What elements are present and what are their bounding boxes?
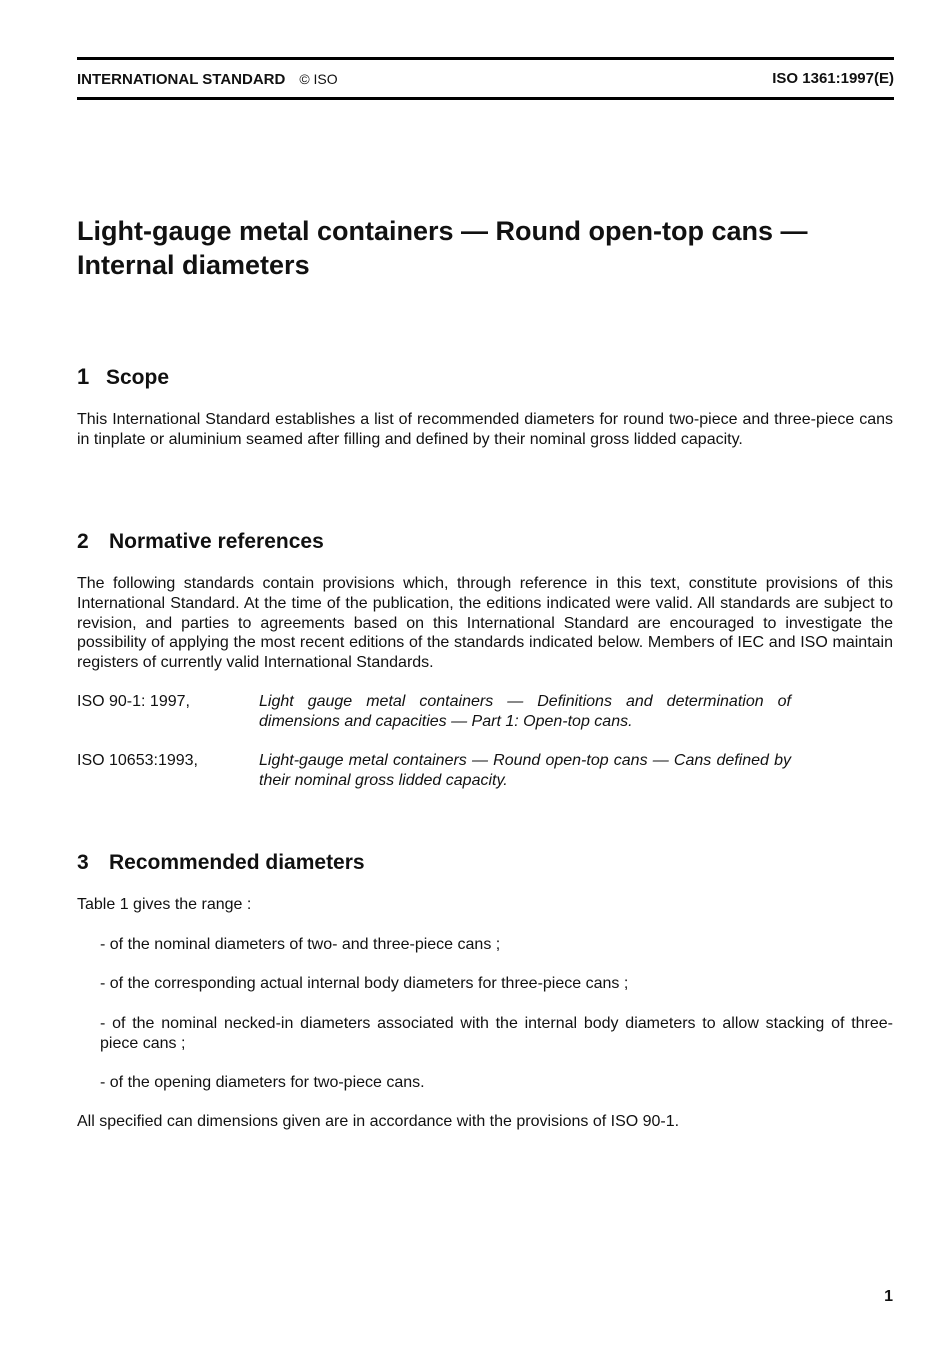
reference-title: Light gauge metal containers — Definitions and determination of dimensions and capacities — Part 1: Open-top cans. [259, 693, 791, 730]
standard-label: INTERNATIONAL STANDARD [77, 71, 286, 88]
section-heading-normative-references [77, 529, 324, 555]
reference-id: ISO 90-1: 1997, [77, 693, 190, 710]
closing-statement: All specified can dimensions given are in accordance with the provisions of ISO 90-1. [77, 1113, 680, 1130]
section-title: Recommended diameters [109, 851, 365, 874]
title-line-1: Light-gauge metal containers — Round open-top cans — [77, 216, 808, 246]
section-number: 3 [77, 851, 89, 874]
normative-references-paragraph: The following standards contain provisions which, through reference in this text, constitute provisions of this International Standard. At the time of the publication, the editions indicated were valid. All standards are subject to revision, and parties to agreements based on this International Standard are encouraged to investigate the possibility of applying the most recent editions of the standards indicated below. Members of IEC and ISO maintain registers of currently valid International Standards. [77, 575, 893, 672]
section-number: 2 [77, 530, 89, 553]
list-item: - of the nominal diameters of two- and three-piece cans ; [100, 936, 501, 953]
scope-paragraph: This International Standard establishes a list of recommended diameters for round two-piece and three-piece cans in tinplate or aluminium seamed after filling and defined by their nominal gross lidded capacity. [77, 411, 893, 448]
page-header [77, 70, 894, 88]
page-number: 1 [884, 1288, 893, 1305]
title-line-2: Internal diameters [77, 250, 310, 280]
header-bottom-rule [77, 97, 894, 100]
reference-id: ISO 10653:1993, [77, 752, 198, 769]
section-heading-scope [77, 364, 169, 391]
copyright-notice: © ISO [299, 71, 338, 87]
document-number: ISO 1361:1997(E) [772, 70, 894, 87]
section-number: 1 [77, 364, 90, 389]
section-title: Scope [106, 366, 170, 389]
header-top-rule [77, 57, 894, 60]
section-heading-recommended-diameters [77, 850, 365, 876]
section-title: Normative references [109, 530, 324, 553]
recommended-intro: Table 1 gives the range : [77, 896, 252, 913]
list-item: - of the nominal necked-in diameters associated with the internal body diameters to allow stacking of three-piece cans ; [100, 1015, 893, 1052]
reference-title: Light-gauge metal containers — Round open-top cans — Cans defined by their nominal gross lidded capacity. [259, 752, 791, 789]
list-item: - of the corresponding actual internal body diameters for three-piece cans ; [100, 975, 629, 992]
list-item: - of the opening diameters for two-piece cans. [100, 1074, 425, 1091]
document-title [77, 214, 894, 282]
